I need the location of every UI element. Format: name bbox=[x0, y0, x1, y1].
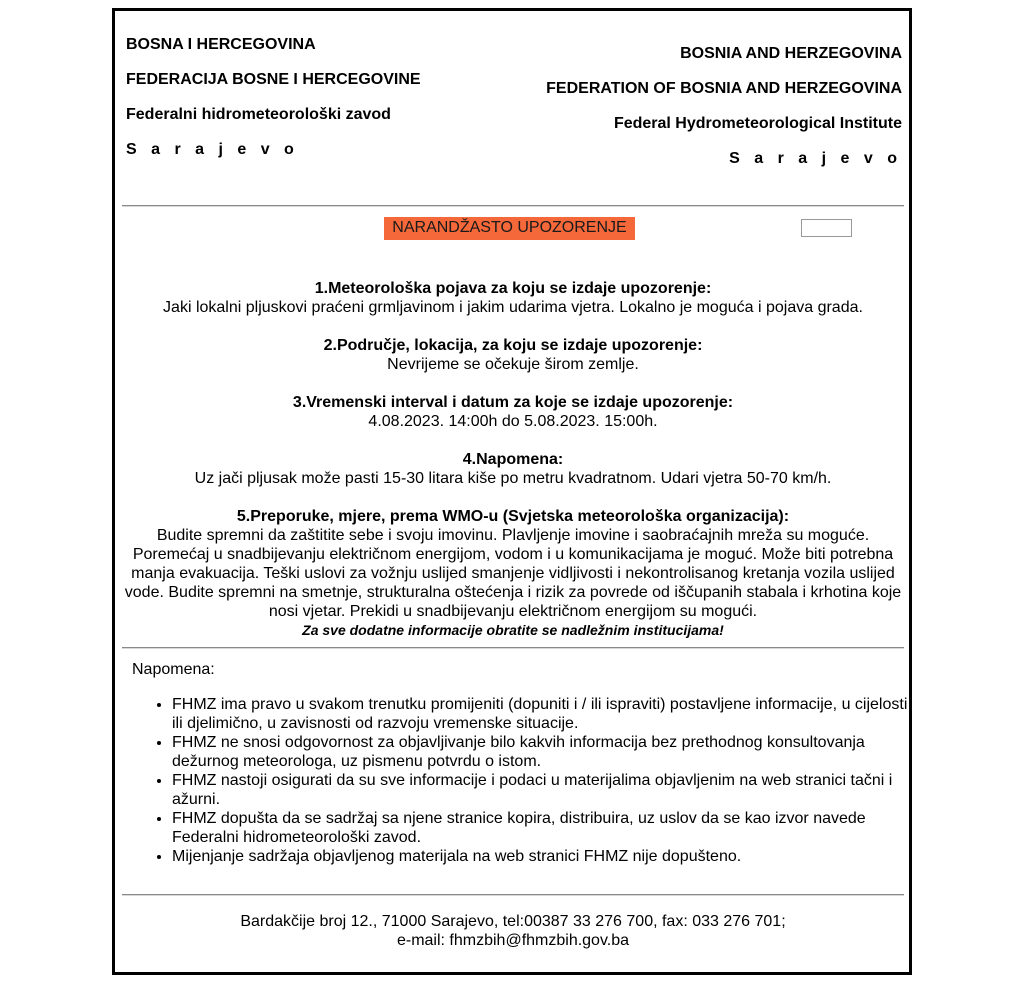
section-text: 4.08.2023. 14:00h do 5.08.2023. 15:00h. bbox=[368, 413, 658, 430]
section-title: 2.Područje, lokacija, za koju se izdaje upozorenje: bbox=[323, 337, 703, 354]
warning-content bbox=[122, 279, 904, 640]
section-note bbox=[122, 450, 904, 488]
header-left-institute: Federalni hidrometeorološki zavod bbox=[126, 106, 391, 123]
header-divider bbox=[122, 205, 904, 207]
section-interval bbox=[122, 393, 904, 431]
header-left-federation: FEDERACIJA BOSNE I HERCEGOVINE bbox=[126, 71, 421, 88]
section-text: Uz jači pljusak može pasti 15-30 litara kiše po metru kvadratnom. Udari vjetra 50-70 km/h. bbox=[194, 470, 832, 487]
list-item: • FHMZ ima pravo u svakom trenutku promijeniti (dopuniti i / ili ispraviti) postavljene informacije, u cijelosti ili djelimično, u zavisnosti od razvoju vremenske situacije. bbox=[172, 695, 917, 733]
warning-level-box bbox=[801, 219, 852, 237]
header-right bbox=[546, 44, 902, 184]
closing-notice: Za sve dodatne informacije obratite se nadležnim institucijama! bbox=[302, 622, 724, 638]
disclaimer-list bbox=[132, 695, 917, 866]
footer-address: Bardakčije broj 12., 71000 Sarajevo, tel:00387 33 276 700, fax: 033 276 701; bbox=[240, 913, 786, 930]
section-phenomenon bbox=[122, 279, 904, 317]
warning-level-badge: NARANDŽASTO UPOZORENJE bbox=[384, 217, 635, 240]
header-right-institute: Federal Hydrometeorological Institute bbox=[613, 115, 902, 132]
list-item: • FHMZ nastoji osigurati da su sve informacije i podaci u materijalima objavljenim na web stranici tačni i ažurni. bbox=[172, 771, 917, 809]
header-right-city: S a r a j e v o bbox=[729, 150, 902, 167]
header-right-federation: FEDERATION OF BOSNIA AND HERZEGOVINA bbox=[546, 80, 902, 97]
footer bbox=[122, 912, 904, 950]
section-title: 1.Meteorološka pojava za koju se izdaje upozorenje: bbox=[314, 280, 712, 297]
footer-divider bbox=[122, 894, 904, 896]
list-item: • FHMZ ne snosi odgovornost za objavljivanje bilo kakvih informacija bez prethodnog konsultovanja dežurnog meteorologa, uz pismenu potvrdu o istom. bbox=[172, 733, 917, 771]
section-text: Nevrijeme se očekuje širom zemlje. bbox=[387, 356, 639, 373]
section-title: 5.Preporuke, mjere, prema WMO-u (Svjetska meteorološka organizacija): bbox=[236, 508, 790, 525]
header-left bbox=[126, 35, 421, 175]
header-left-city: S a r a j e v o bbox=[126, 141, 299, 158]
section-recommendations bbox=[122, 507, 904, 640]
disclaimer-title: Napomena: bbox=[132, 661, 215, 678]
section-text: Budite spremni da zaštitite sebe i svoju imovinu. Plavljenje imovine i saobraćajnih mreža su moguće. Poremećaj u snadbijevanju električnom energijom, vodom i u komunikacijama je moguć. Može biti potrebna manja evakuacija. Teški uslovi za vožnju uslijed smanjenje vidljivosti i nekontrolisanog kretanja vozila uslijed vode. Budite spremni na smetnje, strukturalna oštećenja i rizik za povrede od iščupanih stabala i krhotina koje nosi vjetar. Prekidi u snadbijevanju električnom energijom su mogući. bbox=[124, 527, 902, 620]
footer-email[interactable]: e-mail: fhmzbih@fhmzbih.gov.ba bbox=[396, 932, 630, 949]
list-item: • FHMZ dopušta da se sadržaj sa njene stranice kopira, distribuira, uz uslov da se kao izvor navede Federalni hidrometeorološki zavod. bbox=[172, 809, 917, 847]
section-title: 4.Napomena: bbox=[462, 451, 564, 468]
header-right-country: BOSNIA AND HERZEGOVINA bbox=[680, 45, 902, 62]
header-left-country: BOSNA I HERCEGOVINA bbox=[126, 36, 316, 53]
section-text: Jaki lokalni pljuskovi praćeni grmljavinom i jakim udarima vjetra. Lokalno je moguća i pojava grada. bbox=[163, 299, 863, 316]
section-area bbox=[122, 336, 904, 374]
list-item: • Mijenjanje sadržaja objavljenog materijala na web stranici FHMZ nije dopušteno. bbox=[172, 847, 917, 866]
section-title: 3.Vremenski interval i datum za koje se izdaje upozorenje: bbox=[292, 394, 734, 411]
document-frame bbox=[112, 8, 912, 975]
content-divider bbox=[122, 647, 904, 649]
